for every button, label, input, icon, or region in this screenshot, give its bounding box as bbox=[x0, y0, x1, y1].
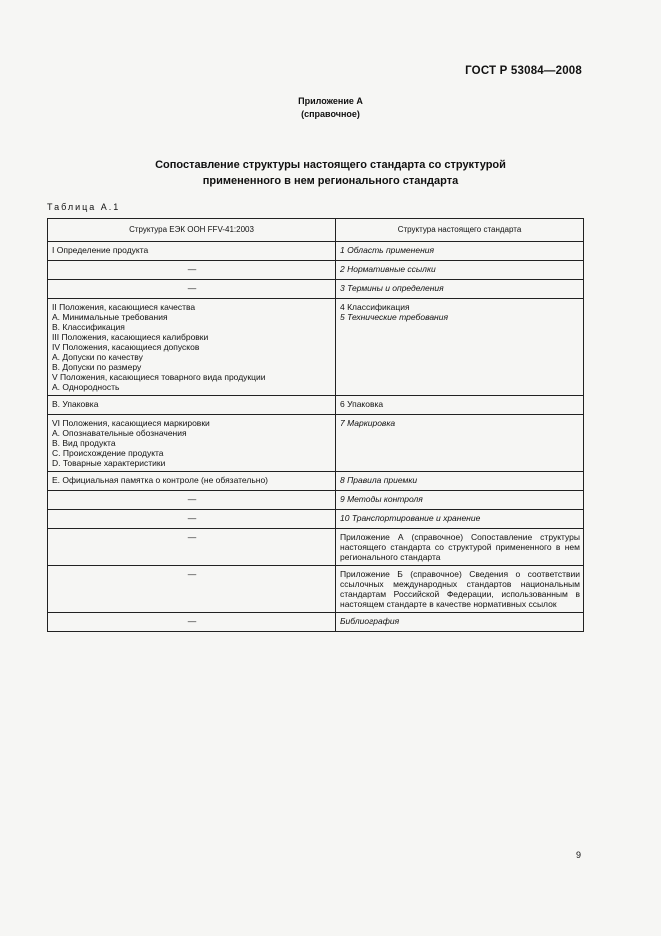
standard-line: 7 Маркировка bbox=[340, 418, 396, 428]
standard-cell bbox=[336, 613, 584, 632]
unece-line: II Положения, касающиеся качества bbox=[52, 302, 196, 312]
unece-line: A. Опознавательные обозначения bbox=[52, 428, 187, 438]
standard-cell bbox=[336, 280, 584, 299]
standard-line: 5 Технические требования bbox=[340, 312, 448, 322]
standard-line: 9 Методы контроля bbox=[340, 494, 423, 504]
standard-cell bbox=[336, 415, 584, 472]
unece-cell bbox=[48, 491, 336, 510]
standard-line: 6 Упаковка bbox=[340, 399, 384, 409]
table-row bbox=[48, 261, 584, 280]
unece-cell bbox=[48, 472, 336, 491]
unece-cell bbox=[48, 242, 336, 261]
table-row bbox=[48, 396, 584, 415]
dash-placeholder: — bbox=[187, 264, 197, 274]
unece-cell bbox=[48, 396, 336, 415]
standard-cell bbox=[336, 242, 584, 261]
table-row bbox=[48, 566, 584, 613]
appendix-heading bbox=[0, 95, 661, 121]
unece-cell bbox=[48, 613, 336, 632]
standard-cell bbox=[336, 491, 584, 510]
unece-line: E. Официальная памятка о контроле (не обязательно) bbox=[52, 475, 269, 485]
unece-cell bbox=[48, 510, 336, 529]
unece-cell bbox=[48, 280, 336, 299]
standard-code: ГОСТ Р 53084—2008 bbox=[465, 65, 582, 77]
table-header-row bbox=[48, 219, 584, 242]
table-row bbox=[48, 491, 584, 510]
title-line-1: Сопоставление структуры настоящего стандарта со структурой bbox=[155, 159, 506, 171]
dash-placeholder: — bbox=[187, 532, 197, 542]
standard-cell bbox=[336, 261, 584, 280]
page-number: 9 bbox=[576, 850, 582, 860]
unece-line: III Положения, касающиеся калибровки bbox=[52, 332, 209, 342]
dash-placeholder: — bbox=[187, 283, 197, 293]
dash-placeholder: — bbox=[187, 513, 197, 523]
standard-cell bbox=[336, 299, 584, 396]
table-caption: Таблица А.1 bbox=[47, 202, 121, 212]
unece-line: D. Товарные характеристики bbox=[52, 458, 166, 468]
standard-line: 3 Термины и определения bbox=[340, 283, 444, 293]
standard-line: 10 Транспортирование и хранение bbox=[340, 513, 481, 523]
standard-line: 4 Классификация bbox=[340, 302, 410, 312]
comparison-table bbox=[47, 218, 584, 632]
standard-cell bbox=[336, 472, 584, 491]
unece-line: B. Допуски по размеру bbox=[52, 362, 142, 372]
unece-cell bbox=[48, 415, 336, 472]
standard-line: 8 Правила приемки bbox=[340, 475, 418, 485]
table-row bbox=[48, 299, 584, 396]
appendix-label: Приложение А bbox=[298, 96, 363, 106]
unece-cell bbox=[48, 261, 336, 280]
dash-placeholder: — bbox=[187, 569, 197, 579]
unece-cell bbox=[48, 566, 336, 613]
table-row bbox=[48, 613, 584, 632]
table-row bbox=[48, 510, 584, 529]
title-line-2: примененного в нем регионального стандарта bbox=[202, 175, 459, 187]
standard-cell bbox=[336, 566, 584, 613]
table-row bbox=[48, 280, 584, 299]
standard-line: 1 Область применения bbox=[340, 245, 435, 255]
standard-cell bbox=[336, 396, 584, 415]
unece-line: B. Упаковка bbox=[52, 399, 99, 409]
unece-line: B. Вид продукта bbox=[52, 438, 116, 448]
table-row bbox=[48, 415, 584, 472]
appendix-status: (справочное) bbox=[301, 109, 360, 119]
unece-line: I Определение продукта bbox=[52, 245, 149, 255]
standard-line: Приложение А (справочное) Сопоставление структуры настоящего стандарта со структурой примененного в нем регионального стандарта bbox=[340, 532, 580, 562]
dash-placeholder: — bbox=[187, 494, 197, 504]
unece-line: B. Классификация bbox=[52, 322, 125, 332]
standard-cell bbox=[336, 529, 584, 566]
header-unece-structure: Структура ЕЭК ООН FFV-41:2003 bbox=[48, 219, 336, 242]
unece-line: A. Минимальные требования bbox=[52, 312, 168, 322]
standard-line: Приложение Б (справочное) Сведения о соответствии ссылочных международных стандартов национальным стандартам Российской Федерации, использованным в настоящем стандарте в качестве нормативных ссылок bbox=[340, 569, 580, 609]
standard-cell bbox=[336, 510, 584, 529]
document-title bbox=[0, 157, 661, 189]
standard-line: 2 Нормативные ссылки bbox=[340, 264, 436, 274]
dash-placeholder: — bbox=[187, 616, 197, 626]
unece-line: V Положения, касающиеся товарного вида продукции bbox=[52, 372, 266, 382]
table-row bbox=[48, 242, 584, 261]
unece-line: A. Допуски по качеству bbox=[52, 352, 143, 362]
unece-line: C. Происхождение продукта bbox=[52, 448, 164, 458]
unece-cell bbox=[48, 529, 336, 566]
unece-cell bbox=[48, 299, 336, 396]
unece-line: VI Положения, касающиеся маркировки bbox=[52, 418, 210, 428]
unece-line: IV Положения, касающиеся допусков bbox=[52, 342, 200, 352]
table-row bbox=[48, 472, 584, 491]
standard-line: Библиография bbox=[340, 616, 400, 626]
unece-line: A. Однородность bbox=[52, 382, 120, 392]
table-row bbox=[48, 529, 584, 566]
header-standard-structure: Структура настоящего стандарта bbox=[336, 219, 584, 242]
